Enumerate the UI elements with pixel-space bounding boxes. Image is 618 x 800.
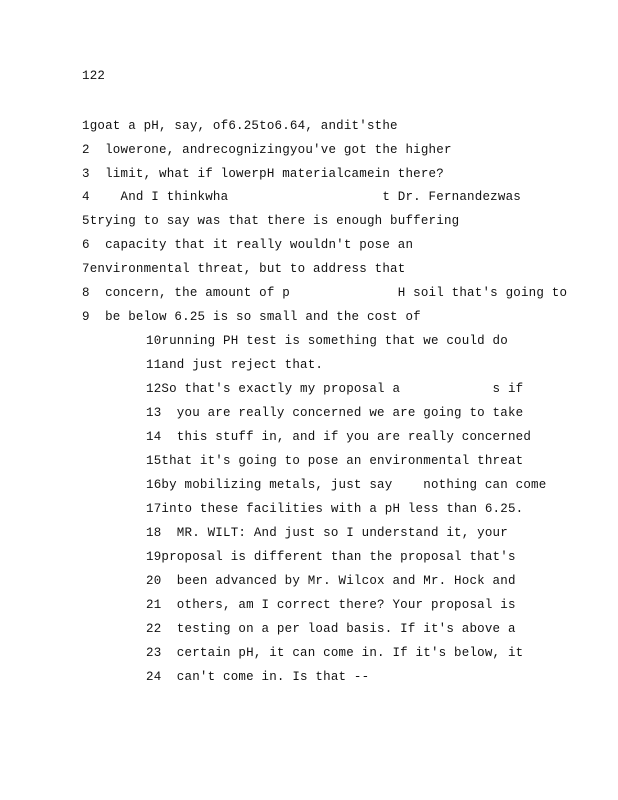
transcript-line-16: 16by mobilizing metals, just say nothing can come — [146, 478, 547, 492]
transcript-line-2: 2 lowerone, andrecognizingyou've got the higher — [82, 143, 452, 157]
transcript-line-21: 21 others, am I correct there? Your proposal is — [146, 598, 516, 612]
transcript-line-14: 14 this stuff in, and if you are really concerned — [146, 430, 532, 444]
transcript-line-1: 1goat a pH, say, of6.25to6.64, andit'sthe — [82, 119, 398, 133]
page-number: 122 — [82, 69, 106, 83]
transcript-line-3: 3 limit, what if lowerpH materialcamein there? — [82, 167, 444, 181]
transcript-line-17: 17into these facilities with a pH less than 6.25. — [146, 502, 524, 516]
transcript-line-10: 10running PH test is something that we could do — [146, 334, 508, 348]
transcript-line-6: 6 capacity that it really wouldn't pose an — [82, 238, 414, 252]
transcript-line-4: 4 And I thinkwha t Dr. Fernandezwas — [82, 190, 521, 204]
transcript-line-19: 19proposal is different than the proposal that's — [146, 550, 516, 564]
transcript-line-11: 11and just reject that. — [146, 358, 324, 372]
transcript-line-8: 8 concern, the amount of p H soil that's going to — [82, 286, 568, 300]
transcript-line-13: 13 you are really concerned we are going to take — [146, 406, 524, 420]
transcript-line-9: 9 be below 6.25 is so small and the cost of — [82, 310, 421, 324]
transcript-line-22: 22 testing on a per load basis. If it's above a — [146, 622, 516, 636]
transcript-line-7: 7environmental threat, but to address that — [82, 262, 406, 276]
transcript-line-12: 12So that's exactly my proposal a s if — [146, 382, 524, 396]
transcript-line-23: 23 certain pH, it can come in. If it's below, it — [146, 646, 524, 660]
transcript-line-20: 20 been advanced by Mr. Wilcox and Mr. Hock and — [146, 574, 516, 588]
transcript-line-5: 5trying to say was that there is enough buffering — [82, 214, 460, 228]
transcript-line-18: 18 MR. WILT: And just so I understand it, your — [146, 526, 508, 540]
transcript-line-15: 15that it's going to pose an environmental threat — [146, 454, 524, 468]
transcript-line-24: 24 can't come in. Is that -- — [146, 670, 370, 684]
